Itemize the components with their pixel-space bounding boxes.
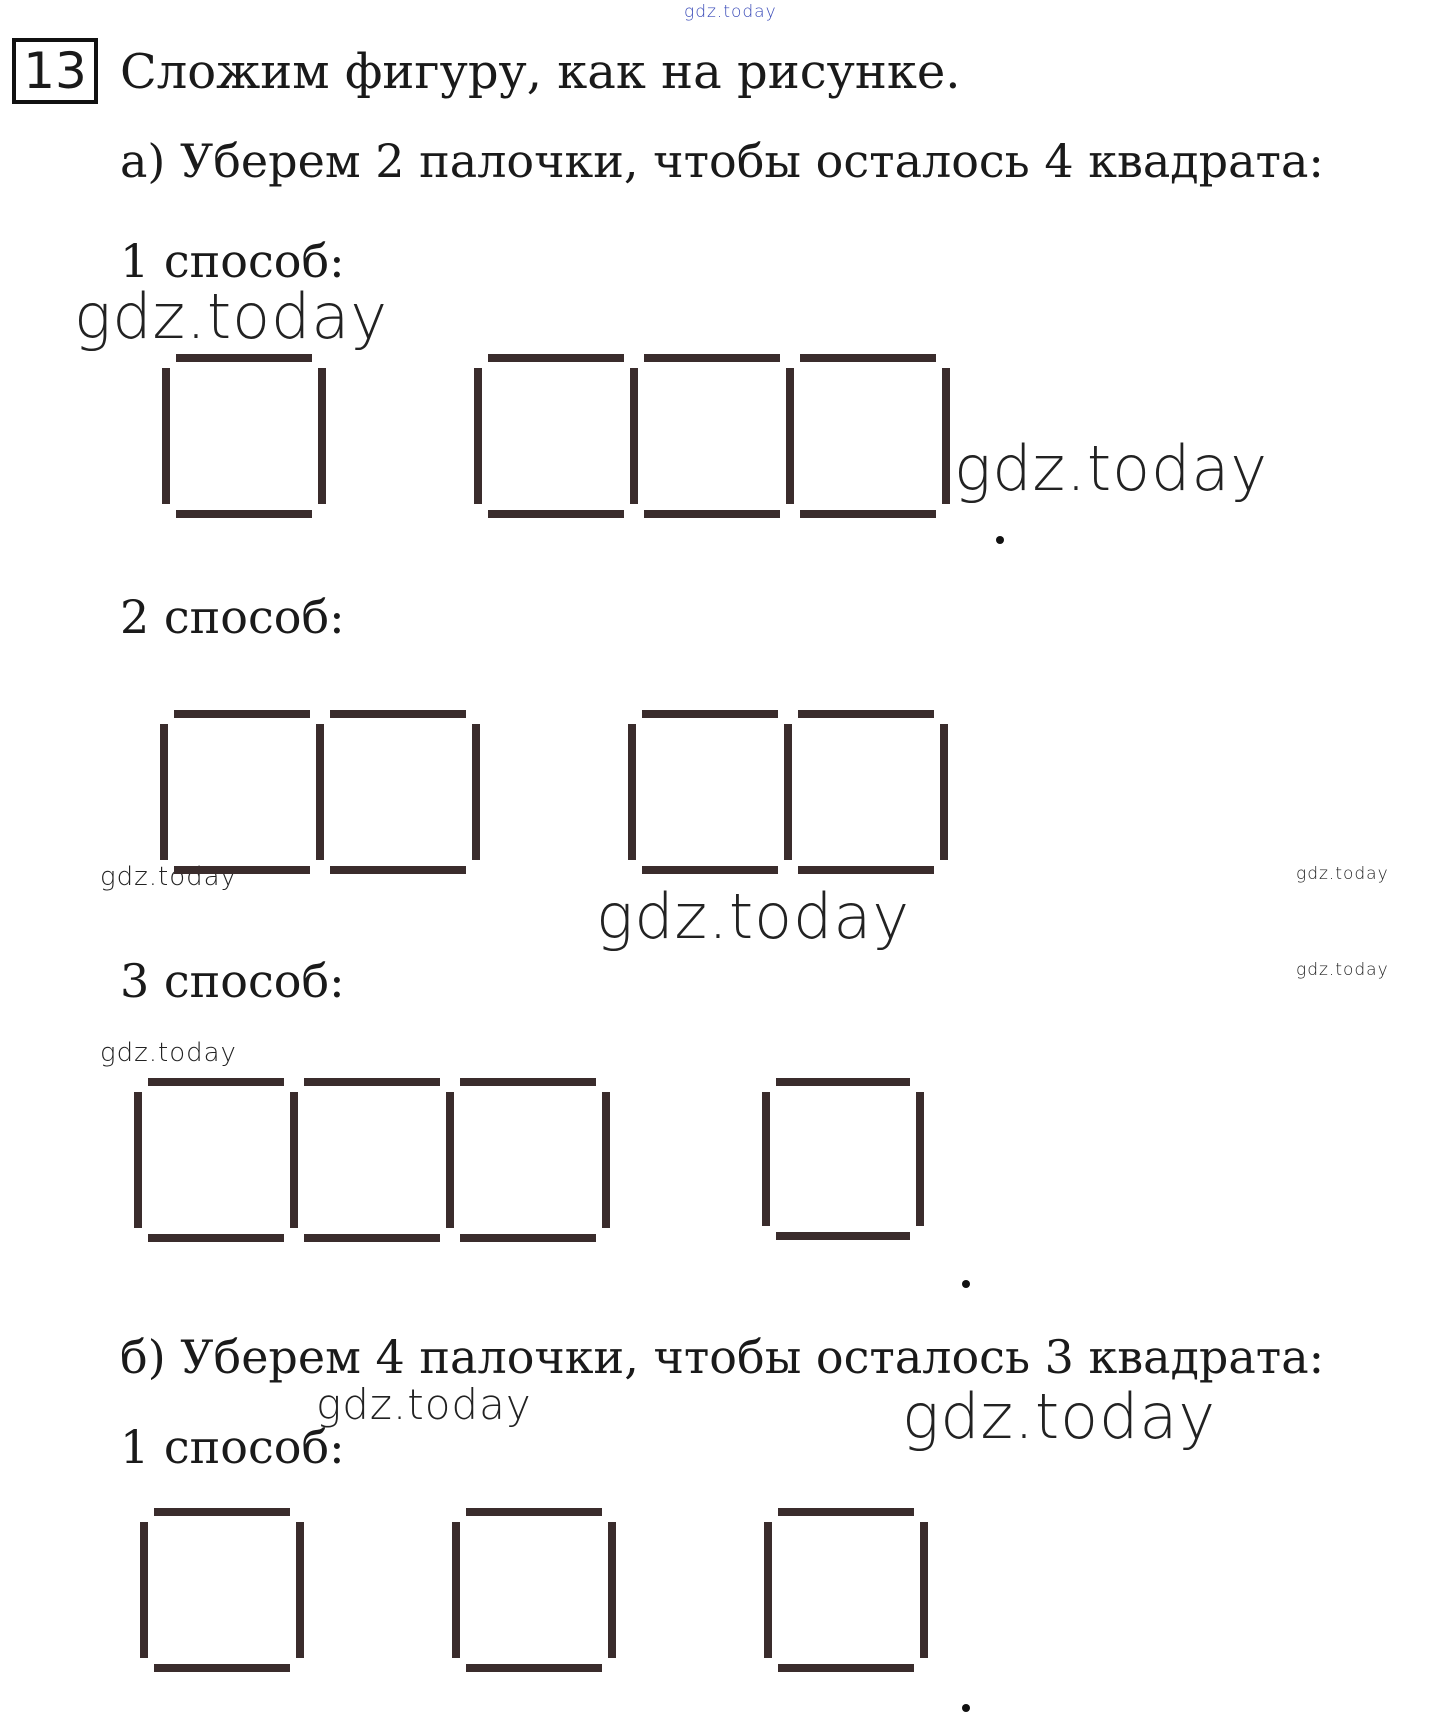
watermark: gdz.today xyxy=(1296,864,1389,884)
watermark: gdz.today xyxy=(596,880,911,953)
task-title: Сложим фигуру, как на рисунке. xyxy=(120,44,961,100)
period-dot xyxy=(962,1280,970,1288)
watermark: gdz.today xyxy=(316,1380,532,1429)
watermark: gdz.today xyxy=(954,432,1269,505)
watermark: gdz.today xyxy=(100,1038,237,1068)
watermark-top: gdz.today xyxy=(684,2,777,22)
watermark: gdz.today xyxy=(74,280,389,353)
period-dot xyxy=(962,1704,970,1712)
watermark: gdz.today xyxy=(1296,960,1389,980)
part-a-way3-label: 3 способ: xyxy=(120,954,345,1008)
part-a-heading: а) Уберем 2 палочки, чтобы осталось 4 квадрата: xyxy=(120,134,1324,188)
period-dot xyxy=(996,536,1004,544)
part-a-way2-label: 2 способ: xyxy=(120,590,345,644)
part-b-heading: б) Уберем 4 палочки, чтобы осталось 3 квадрата: xyxy=(120,1330,1325,1384)
part-b-way1-label: 1 способ: xyxy=(120,1420,345,1474)
task-number: 13 xyxy=(12,38,98,104)
part-a-way1-label: 1 способ: xyxy=(120,234,345,288)
watermark: gdz.today xyxy=(902,1380,1217,1453)
watermark: gdz.today xyxy=(100,862,237,892)
